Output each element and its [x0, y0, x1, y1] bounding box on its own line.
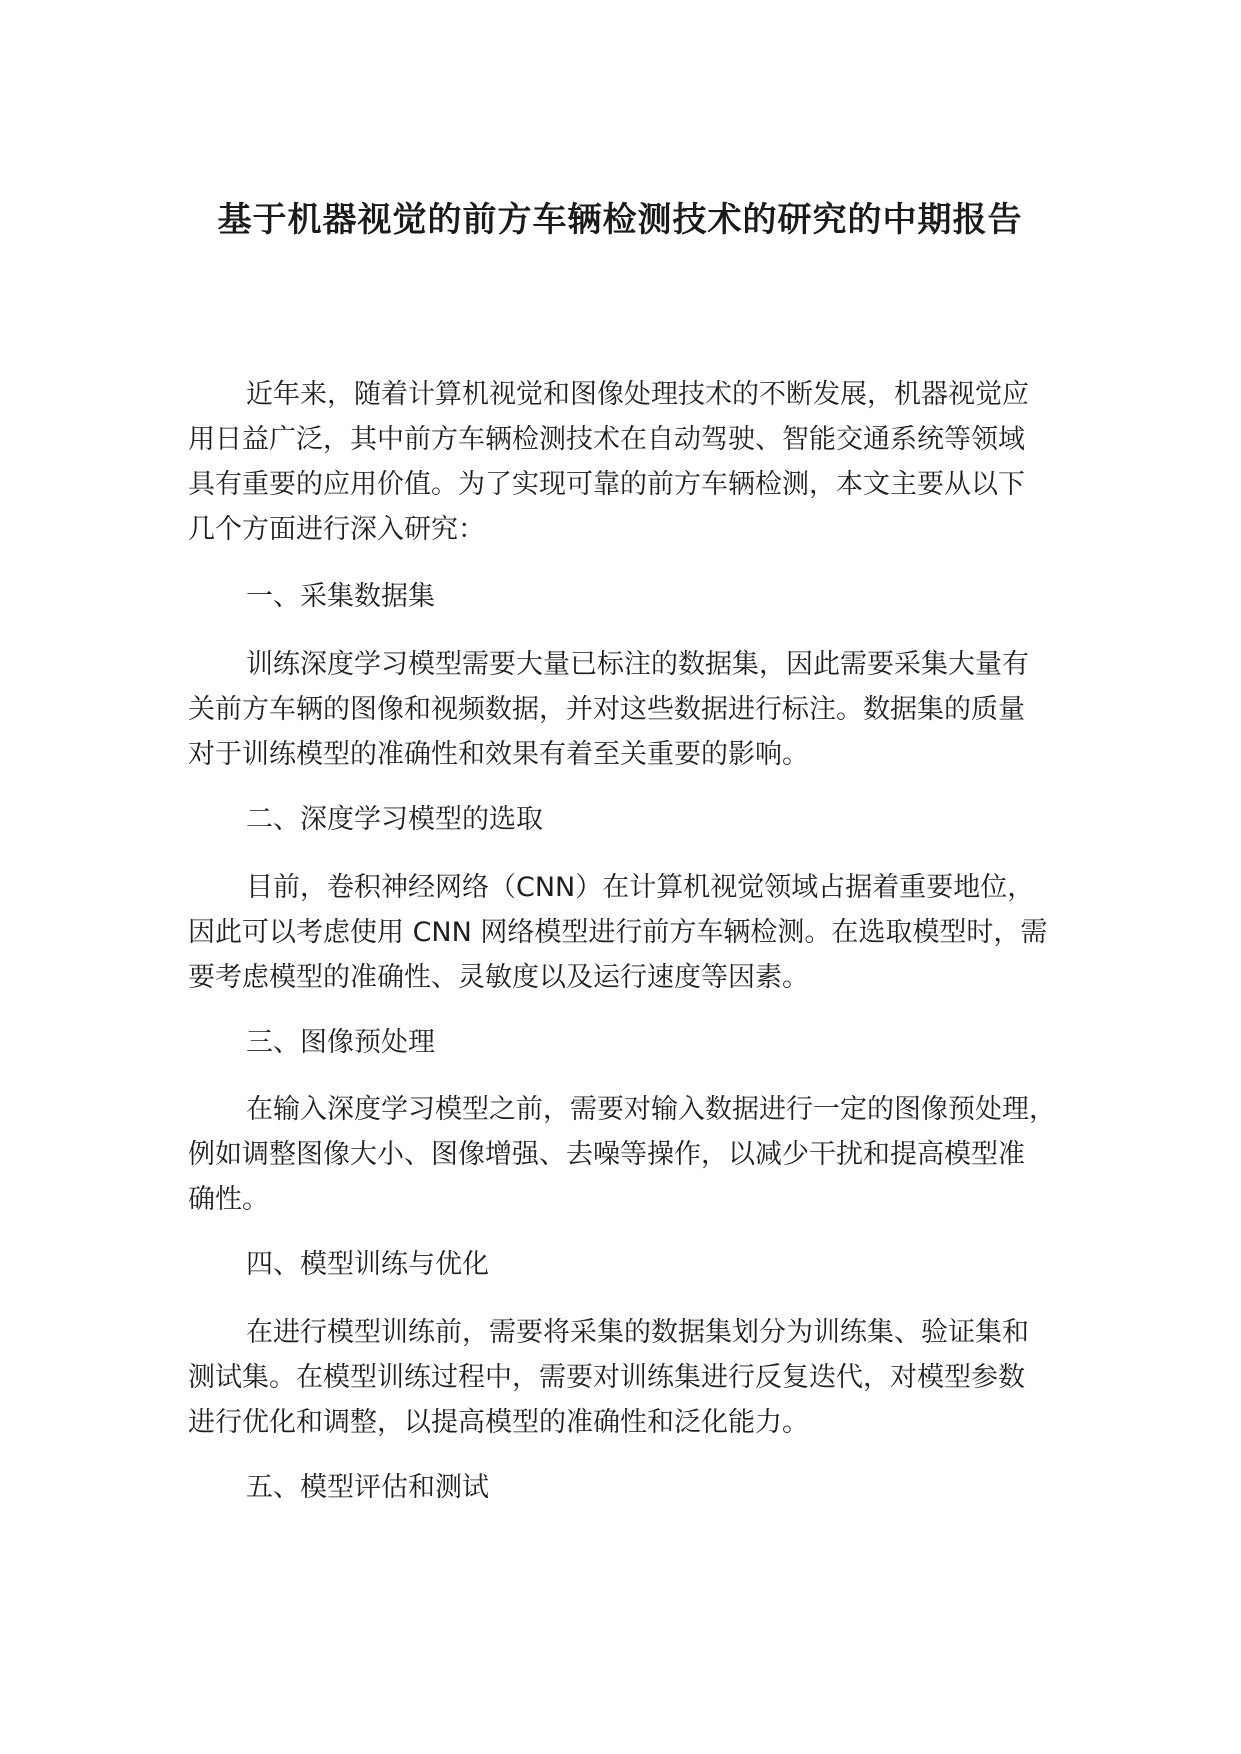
- paragraph-2-line-2: 因此可以考虑使用 CNN 网络模型进行前方车辆检测。在选取模型时，需: [188, 917, 1048, 948]
- paragraph-intro-line-4: 几个方面进行深入研究：: [188, 514, 485, 545]
- document-title: 基于机器视觉的前方车辆检测技术的研究的中期报告: [217, 200, 1023, 240]
- section-heading-1: 一、采集数据集: [246, 581, 435, 612]
- paragraph-1-line-2: 关前方车辆的图像和视频数据，并对这些数据进行标注。数据集的质量: [188, 694, 1025, 725]
- paragraph-1-line-1: 训练深度学习模型需要大量已标注的数据集，因此需要采集大量有: [246, 649, 1029, 680]
- paragraph-3-line-3: 确性。: [188, 1184, 269, 1215]
- paragraph-1-line-3: 对于训练模型的准确性和效果有着至关重要的影响。: [188, 739, 809, 770]
- paragraph-3-line-2: 例如调整图像大小、图像增强、去噪等操作，以减少干扰和提高模型准: [188, 1139, 1025, 1170]
- section-heading-3: 三、图像预处理: [246, 1027, 435, 1058]
- paragraph-4-line-2: 测试集。在模型训练过程中，需要对训练集进行反复迭代，对模型参数: [188, 1362, 1025, 1393]
- paragraph-intro-line-3: 具有重要的应用价值。为了实现可靠的前方车辆检测，本文主要从以下: [188, 469, 1025, 500]
- section-heading-2: 二、深度学习模型的选取: [246, 804, 543, 835]
- paragraph-2-line-1: 目前，卷积神经网络（CNN）在计算机视觉领域占据着重要地位，: [246, 872, 1035, 903]
- section-heading-5: 五、模型评估和测试: [246, 1472, 489, 1503]
- paragraph-intro-line-1: 近年来，随着计算机视觉和图像处理技术的不断发展，机器视觉应: [246, 379, 1029, 410]
- paragraph-2-line-3: 要考虑模型的准确性、灵敏度以及运行速度等因素。: [188, 962, 809, 993]
- paragraph-intro-line-2: 用日益广泛，其中前方车辆检测技术在自动驾驶、智能交通系统等领域: [188, 424, 1025, 455]
- paragraph-3-line-1: 在输入深度学习模型之前，需要对输入数据进行一定的图像预处理，: [246, 1094, 1056, 1125]
- paragraph-4-line-3: 进行优化和调整，以提高模型的准确性和泛化能力。: [188, 1407, 809, 1438]
- paragraph-4-line-1: 在进行模型训练前，需要将采集的数据集划分为训练集、验证集和: [246, 1317, 1029, 1348]
- section-heading-4: 四、模型训练与优化: [246, 1249, 489, 1280]
